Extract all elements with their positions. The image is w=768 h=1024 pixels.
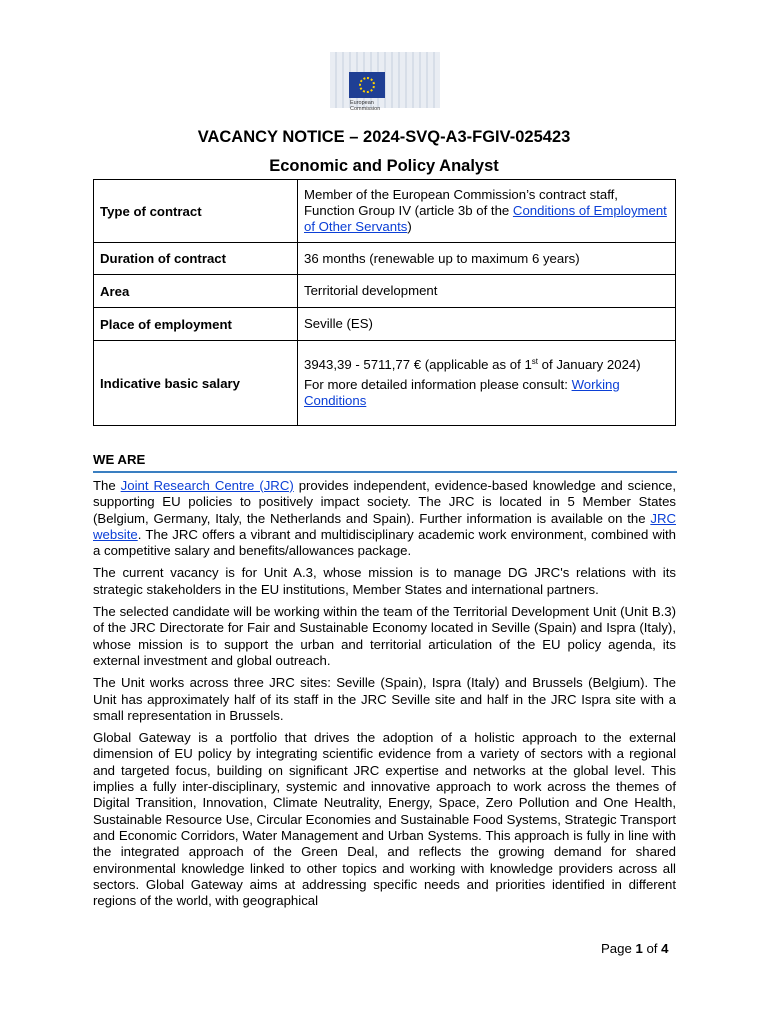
vacancy-info-table [93, 179, 676, 426]
duration-value: 36 months (renewable up to maximum 6 years) [298, 243, 676, 275]
berlaymont-building-graphic [330, 52, 440, 108]
page-number: Page 1 of 4 [601, 941, 669, 956]
table-row [94, 275, 676, 308]
section-heading-we-are: WE ARE [93, 452, 146, 467]
place-label: Place of employment [94, 308, 298, 341]
eu-flag-icon [349, 72, 385, 98]
salary-label: Indicative basic salary [94, 341, 298, 426]
table-row [94, 243, 676, 275]
vacancy-notice-title: VACANCY NOTICE – 2024-SVQ-A3-FGIV-025423 [197, 128, 571, 146]
place-value: Seville (ES) [298, 308, 676, 341]
european-commission-logo [330, 52, 440, 122]
job-title: Economic and Policy Analyst [269, 157, 499, 175]
paragraph: The Joint Research Centre (JRC) provides independent, evidence-based knowledge and science, supporting EU policies to positively impact society. The JRC is located in 5 Member States (Belgium, Germany, Italy, the Netherlands and Spain). Further information is available on the JRC website. The JRC offers a vibrant and multidisciplinary academic work environment, combined with a competitive salary and benefits/allowances package. [93, 478, 677, 559]
paragraph: The current vacancy is for Unit A.3, whose mission is to manage DG JRC's relations with its strategic stakeholders in the EU institutions, Member States and international partners. [93, 565, 676, 597]
paragraph: The selected candidate will be working within the team of the Territorial Development Unit (Unit B.3) of the JRC Directorate for Fair and Sustainable Economy located in Seville (Spain) and Ispra (Italy), whose mission is to support the urban and territorial articulation of the EU policy agenda, its external investment and global outreach. [93, 604, 676, 668]
logo-text: European Commission [350, 100, 381, 112]
paragraph: Global Gateway is a portfolio that drives the adoption of a holistic approach to the external dimension of EU policy by integrating scientific evidence from a variety of sectors with a regional and targeted focus, building on significant JRC expertise and networks at the global level. This implies a fully inter-disciplinary, systemic and innovative approach to work across the themes of Digital Transition, Innovation, Climate Neutrality, Energy, Space, Zero Pollution and One Health, Sustainable Resource Use, Circular Economies and Sustainable Food Systems, Strategic Transport and Economic Corridors, Water Management and Urban Systems. This approach is fully in line with the integrated approach of the Green Deal, and reflects the growing demand for shared environmental knowledge linked to other topics and working with knowledge providers across all sectors. Global Gateway aims at addressing specific needs and priorities identified in different regions of the world, with geographical [93, 730, 676, 909]
paragraph: The Unit works across three JRC sites: Seville (Spain), Ispra (Italy) and Brussels (Belgium). The Unit has approximately half of its staff in the JRC Seville site and half in the JRC Ispra site with a small representation in Brussels. [93, 675, 676, 723]
table-row [94, 308, 676, 341]
document-body [93, 478, 676, 915]
contract-type-label: Type of contract [94, 180, 298, 243]
conditions-of-employment-link[interactable]: Conditions of Employment of Other Servants [304, 203, 667, 234]
table-row [94, 180, 676, 243]
duration-label: Duration of contract [94, 243, 298, 275]
jrc-link[interactable]: Joint Research Centre (JRC) [120, 478, 294, 493]
table-row [94, 341, 676, 426]
contract-type-value: Member of the European Commission’s contract staff, Function Group IV (article 3b of the Conditions of Employment of Other Servants) [298, 180, 676, 243]
salary-value: 3943,39 - 5711,77 € (applicable as of 1st of January 2024) For more detailed information please consult: Working Conditions [298, 341, 676, 426]
area-label: Area [94, 275, 298, 308]
jrc-website-link[interactable]: JRC website [93, 510, 676, 542]
working-conditions-link[interactable]: Working Conditions [304, 377, 620, 408]
area-value: Territorial development [298, 275, 676, 308]
section-divider [93, 471, 677, 473]
